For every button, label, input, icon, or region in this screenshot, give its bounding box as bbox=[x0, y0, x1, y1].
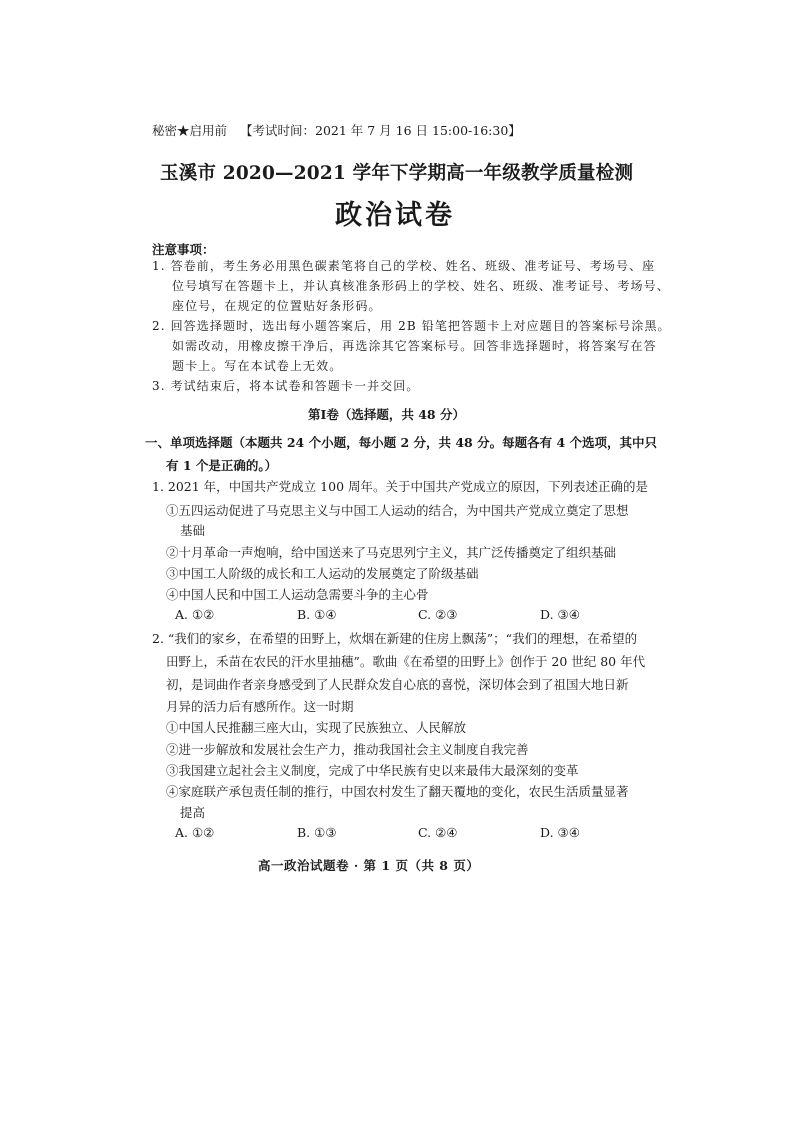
q1-item: ④中国人民和中国工人运动急需要斗争的主心骨 bbox=[166, 587, 429, 602]
q2-item: ②进一步解放和发展社会生产力，推动我国社会主义制度自我完善 bbox=[166, 742, 529, 757]
notice-line: 座位号，在规定的位置贴好条形码。 bbox=[172, 299, 382, 313]
q2-stem-cont: 初，是词曲作者亲身感受到了人民群众发自心底的喜悦，深切体会到了祖国大地日新 bbox=[166, 677, 629, 692]
notice-heading: 注意事项： bbox=[152, 242, 215, 257]
q2-option-c: C. ②④ bbox=[418, 825, 458, 840]
page-footer: 高一政治试题卷 · 第 1 页（共 8 页） bbox=[258, 858, 480, 873]
q1-option-b: B. ①④ bbox=[297, 607, 337, 622]
notice-line: 1. 答卷前，考生务必用黑色碳素笔将自己的学校、姓名、班级、准考证号、考场号、座 bbox=[152, 259, 656, 273]
q1-item: ①五四运动促进了马克思主义与中国工人运动的结合，为中国共产党成立奠定了思想 bbox=[166, 503, 629, 518]
q1-item: ③中国工人阶级的成长和工人运动的发展奠定了阶级基础 bbox=[166, 566, 479, 581]
q2-stem-cont: 田野上，禾苗在农民的汗水里抽穗”。歌曲《在希望的田野上》创作于 20 世纪 80 年代 bbox=[166, 654, 646, 669]
q2-item: ④家庭联产承包责任制的推行，中国农村发生了翻天覆地的变化，农民生活质量显著 bbox=[166, 784, 629, 799]
q1-item: ②十月革命一声炮响，给中国送来了马克思列宁主义，其广泛传播奠定了组织基础 bbox=[166, 545, 617, 560]
section-heading-cont: 有 1 个是正确的。） bbox=[166, 458, 278, 473]
q2-option-d: D. ③④ bbox=[540, 825, 580, 840]
notice-line: 3. 考试结束后，将本试卷和答题卡一并交回。 bbox=[152, 379, 420, 393]
part-heading: 第Ⅰ卷（选择题，共 48 分） bbox=[308, 407, 465, 422]
section-heading: 一、单项选择题（本题共 24 个小题，每小题 2 分，共 48 分。每题各有 4 个选项，其中只 bbox=[145, 435, 658, 450]
q1-option-d: D. ③④ bbox=[540, 607, 580, 622]
page-subtitle: 政治试卷 bbox=[335, 200, 455, 231]
q2-item: ①中国人民推翻三座大山，实现了民族独立、人民解放 bbox=[166, 720, 467, 735]
q1-stem: 1. 2021 年，中国共产党成立 100 周年。关于中国共产党成立的原因，下列表述正确的是 bbox=[152, 479, 648, 494]
q2-option-a: A. ①② bbox=[175, 825, 215, 840]
notice-line: 位号填写在答题卡上，并认真核准条形码上的学校、姓名、班级、准考证号、考场号、 bbox=[172, 279, 670, 293]
q2-option-b: B. ①③ bbox=[297, 825, 337, 840]
q1-option-c: C. ②③ bbox=[418, 607, 458, 622]
notice-line: 2. 回答选择题时，选出每小题答案后，用 2B 铅笔把答题卡上对应题目的答案标号涂黑。 bbox=[152, 319, 671, 333]
q2-stem: 2. “我们的家乡，在希望的田野上，炊烟在新建的住房上飘荡”；“我们的理想，在希望的 bbox=[152, 631, 638, 646]
notice-line: 如需改动，用橡皮擦干净后，再选涂其它答案标号。回答非选择题时，将答案写在答 bbox=[172, 339, 657, 353]
q2-item-cont: 提高 bbox=[180, 805, 206, 820]
exam-time: 【考试时间：2021 年 7 月 16 日 15:00-16:30】 bbox=[240, 123, 521, 138]
q1-option-a: A. ①② bbox=[175, 607, 215, 622]
page-title: 玉溪市 2020—2021 学年下学期高一年级教学质量检测 bbox=[160, 163, 634, 184]
notice-line: 题卡上。写在本试卷上无效。 bbox=[172, 359, 343, 373]
secret-label: 秘密★启用前 bbox=[152, 123, 228, 138]
q2-stem-cont: 月异的活力后有感所作。这一时期 bbox=[166, 699, 354, 714]
q2-item: ③我国建立起社会主义制度，完成了中华民族有史以来最伟大最深刻的变革 bbox=[166, 763, 579, 778]
q1-item-cont: 基础 bbox=[180, 523, 206, 538]
